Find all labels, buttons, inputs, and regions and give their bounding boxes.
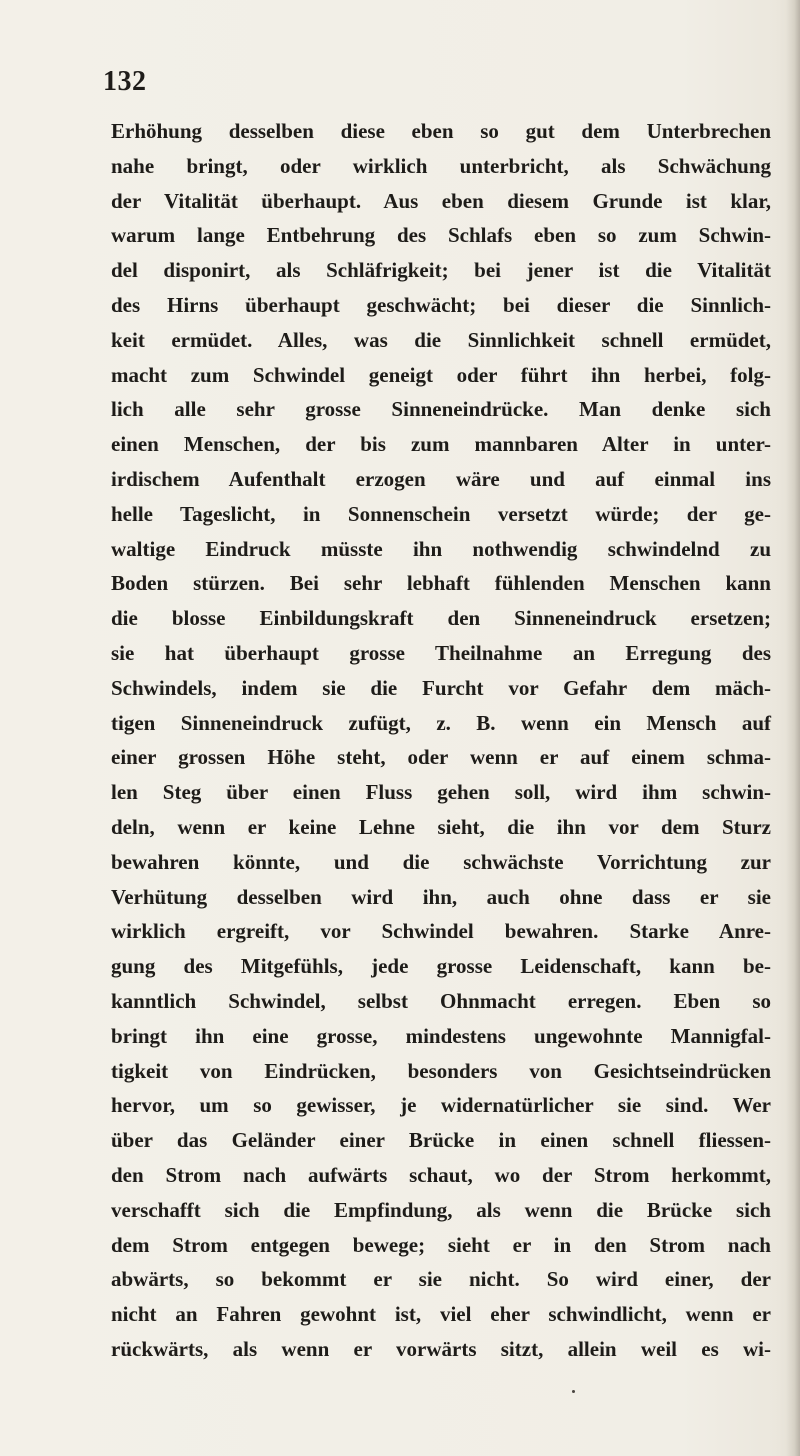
text-line: verschafft sich die Empfindung, als wenn die Brücke sich: [111, 1197, 771, 1222]
text-line: lich alle sehr grosse Sinneneindrücke. Man denke sich: [111, 397, 771, 422]
page-edge-shadow: [786, 0, 800, 1456]
text-line: der Vitalität überhaupt. Aus eben diesem Grunde ist klar,: [111, 188, 771, 213]
text-line: hervor, um so gewisser, je widernatürlicher sie sind. Wer: [111, 1093, 771, 1118]
text-line: bringt ihn eine grosse, mindestens ungewohnte Mannigfal-: [111, 1023, 771, 1048]
ink-speck: [572, 1390, 575, 1393]
text-line: keit ermüdet. Alles, was die Sinnlichkeit schnell ermüdet,: [111, 327, 771, 352]
text-line: tigkeit von Eindrücken, besonders von Gesichtseindrücken: [111, 1058, 771, 1083]
text-line: die blosse Einbildungskraft den Sinneneindruck ersetzen;: [111, 606, 771, 631]
text-line: nicht an Fahren gewohnt ist, viel eher schwindlicht, wenn er: [111, 1302, 771, 1327]
text-line: Boden stürzen. Bei sehr lebhaft fühlenden Menschen kann: [111, 571, 771, 596]
text-line: helle Tageslicht, in Sonnenschein versetzt würde; der ge-: [111, 501, 771, 526]
text-line: macht zum Schwindel geneigt oder führt ihn herbei, folg-: [111, 362, 771, 387]
text-line: Schwindels, indem sie die Furcht vor Gefahr dem mäch-: [111, 675, 771, 700]
text-line: kanntlich Schwindel, selbst Ohnmacht erregen. Eben so: [111, 988, 771, 1013]
text-line: einer grossen Höhe steht, oder wenn er auf einem schma-: [111, 745, 771, 770]
text-line: rückwärts, als wenn er vorwärts sitzt, allein weil es wi-: [111, 1336, 771, 1361]
page-number: 132: [103, 66, 147, 97]
text-line: gung des Mitgefühls, jede grosse Leidenschaft, kann be-: [111, 954, 771, 979]
text-line: len Steg über einen Fluss gehen soll, wird ihm schwin-: [111, 780, 771, 805]
text-line: sie hat überhaupt grosse Theilnahme an Erregung des: [111, 640, 771, 665]
text-line: dem Strom entgegen bewege; sieht er in den Strom nach: [111, 1232, 771, 1257]
text-line: bewahren könnte, und die schwächste Vorrichtung zur: [111, 849, 771, 874]
text-line: einen Menschen, der bis zum mannbaren Alter in unter-: [111, 432, 771, 457]
text-line: wirklich ergreift, vor Schwindel bewahren. Starke Anre-: [111, 919, 771, 944]
text-line: des Hirns überhaupt geschwächt; bei dieser die Sinnlich-: [111, 292, 771, 317]
body-text: [111, 114, 771, 1367]
text-line: tigen Sinneneindruck zufügt, z. B. wenn ein Mensch auf: [111, 710, 771, 735]
text-line: Verhütung desselben wird ihn, auch ohne dass er sie: [111, 884, 771, 909]
text-line: Erhöhung desselben diese eben so gut dem Unterbrechen: [111, 119, 771, 143]
text-line: abwärts, so bekommt er sie nicht. So wird einer, der: [111, 1267, 771, 1292]
text-line: waltige Eindruck müsste ihn nothwendig schwindelnd zu: [111, 536, 771, 561]
text-line: warum lange Entbehrung des Schlafs eben so zum Schwin-: [111, 223, 771, 248]
text-line: nahe bringt, oder wirklich unterbricht, als Schwächung: [111, 153, 771, 178]
text-line: über das Geländer einer Brücke in einen schnell fliessen-: [111, 1128, 771, 1153]
text-line: deln, wenn er keine Lehne sieht, die ihn vor dem Sturz: [111, 814, 771, 839]
text-line: del disponirt, als Schläfrigkeit; bei jener ist die Vitalität: [111, 258, 771, 283]
text-line: den Strom nach aufwärts schaut, wo der Strom herkommt,: [111, 1162, 771, 1187]
text-line: irdischem Aufenthalt erzogen wäre und auf einmal ins: [111, 466, 771, 491]
